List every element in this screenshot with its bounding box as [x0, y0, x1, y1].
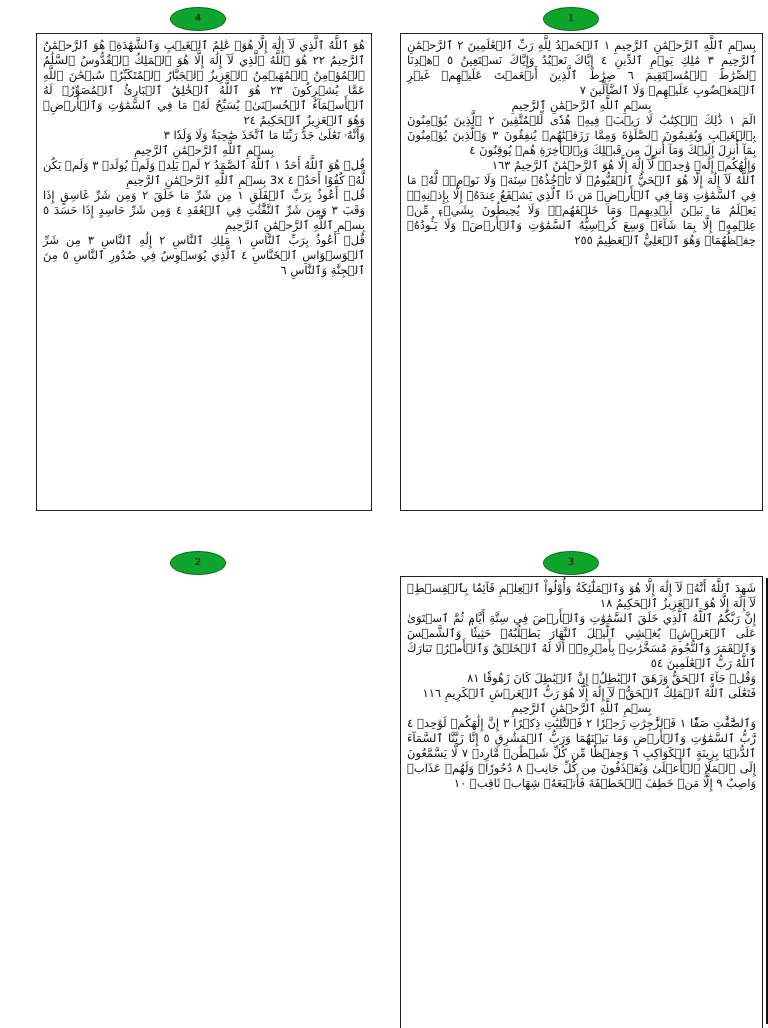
- page-3-text: [401, 577, 762, 795]
- paragraph: قُلۡ أَعُوذُ بِرَبِّ ٱلنَّاسِ ١ مَلِكِ ٱلنَّاسِ ٢ إِلَٰهِ ٱلنَّاسِ ٣ مِن شَرِّ ٱلۡوَسۡوَاسِ ٱلۡخَنَّاسِ ٤ ٱلَّذِي يُوَسۡوِسُ فِي صُدُورِ ٱلنَّاسِ ٥ مِنَ ٱلۡجِنَّةِ وَٱلنَّاسِ ٦: [43, 233, 366, 277]
- paragraph: قُلۡ أَعُوذُ بِرَبِّ ٱلۡفَلَقِ ١ مِن شَرِّ مَا خَلَقَ ٢ وَمِن شَرِّ غَاسِقٍ إِذَا وَقَبَ ٣ وَمِن شَرِّ ٱلنَّفَّٰثَٰتِ فِي ٱلۡعُقَدِ ٤ وَمِن شَرِّ حَاسِدٍ إِذَا حَسَدَ ٥ بِسۡمِ ٱللَّهِ ٱلرَّحۡمَٰنِ ٱلرَّحِيمِ: [43, 188, 366, 232]
- paragraph: بِسۡمِ ٱللَّهِ ٱلرَّحۡمَٰنِ ٱلرَّحِيمِ: [133, 143, 275, 157]
- page-2-badge[interactable]: 2: [170, 551, 226, 575]
- paragraph: فَتَعَٰلَى ٱللَّهُ ٱلۡمَلِكُ ٱلۡحَقُّۖ لَآ إِلَٰهَ إِلَّا هُوَ رَبُّ ٱلۡعَرۡشِ ٱلۡكَرِيمِ ١١٦: [422, 686, 756, 700]
- page-3: [400, 576, 763, 1028]
- paragraph: بِسۡمِ ٱللَّهِ ٱلرَّحۡمَٰنِ ٱلرَّحِيمِ: [511, 98, 652, 112]
- paragraph: وَقُلۡ جَآءَ ٱلۡحَقُّ وَزَهَقَ ٱلۡبَٰطِلُۚ إِنَّ ٱلۡبَٰطِلَ كَانَ زَهُوقٗا ٨١: [467, 671, 756, 685]
- paragraph: بِسۡمِ ٱللَّهِ ٱلرَّحۡمَٰنِ ٱلرَّحِيمِ ١ ٱلۡحَمۡدُ لِلَّهِ رَبِّ ٱلۡعَٰلَمِينَ ٢ ٱلرَّحۡمَٰنِ ٱلرَّحِيمِ ٣ مَٰلِكِ يَوۡمِ ٱلدِّينِ ٤ إِيَّاكَ نَعۡبُدُ وَإِيَّاكَ نَسۡتَعِينُ ٥ ٱهۡدِنَا ٱلصِّرَٰطَ ٱلۡمُسۡتَقِيمَ ٦ صِرَٰطَ ٱلَّذِينَ أَنۡعَمۡتَ عَلَيۡهِمۡ غَيۡرِ ٱلۡمَغۡضُوبِ عَلَيۡهِمۡ وَلَا ٱلضَّآلِّينَ ٧: [407, 38, 756, 97]
- page-3-badge[interactable]: 3: [543, 551, 599, 575]
- page-1: [400, 33, 763, 511]
- paragraph: وَٱلصَّٰٓفَّٰتِ صَفّٗا ١ فَٱلزَّٰجِرَٰتِ زَجۡرٗا ٢ فَٱلتَّٰلِيَٰتِ ذِكۡرًا ٣ إِنَّ إِلَٰهَكُمۡ لَوَٰحِدٞ ٤ رَّبُّ ٱلسَّمَٰوَٰتِ وَٱلۡأَرۡضِ وَمَا بَيۡنَهُمَا وَرَبُّ ٱلۡمَشَٰرِقِ ٥ إِنَّا زَيَّنَّا ٱلسَّمَآءَ ٱلدُّنۡيَا بِزِينَةٍ ٱلۡكَوَاكِبِ ٦ وَحِفۡظٗا مِّن كُلِّ شَيۡطَٰنٖ مَّارِدٖ ٧ لَّا يَسَّمَّعُونَ إِلَى ٱلۡمَلَإِ ٱلۡأَعۡلَىٰ وَيُقۡذَفُونَ مِن كُلِّ جَانِبٖ ٨ دُحُورٗاۖ وَلَهُمۡ عَذَابٞ وَاصِبٌ ٩ إِلَّا مَنۡ خَطِفَ ٱلۡخَطۡفَةَ فَأَتۡبَعَهُۥ شِهَابٞ ثَاقِبٞ ١٠: [407, 716, 757, 790]
- paragraph: وَأَنَّهُۥ تَعَٰلَىٰ جَدُّ رَبِّنَا مَا ٱتَّخَذَ صَٰحِبَةٗ وَلَا وَلَدٗا ٣: [163, 128, 365, 142]
- paragraph: شَهِدَ ٱللَّهُ أَنَّهُۥ لَآ إِلَٰهَ إِلَّا هُوَ وَٱلۡمَلَٰٓئِكَةُ وَأُوْلُواْ ٱلۡعِلۡمِ قَآئِمَۢا بِٱلۡقِسۡطِۚ لَآ إِلَٰهَ إِلَّا هُوَ ٱلۡعَزِيزُ ٱلۡحَكِيمُ ١٨: [407, 581, 756, 610]
- page-4-text: [37, 34, 371, 282]
- paragraph: وَإِلَٰهُكُمۡ إِلَٰهٞ وَٰحِدٞۖ لَّآ إِلَٰهَ إِلَّا هُوَ ٱلرَّحۡمَٰنُ ٱلرَّحِيمُ ١٦٣: [491, 158, 756, 172]
- paragraph: إِنَّ رَبَّكُمُ ٱللَّهُ ٱلَّذِي خَلَقَ ٱلسَّمَٰوَٰتِ وَٱلۡأَرۡضَ فِي سِتَّةِ أَيَّامٖ ثُمَّ ٱسۡتَوَىٰ عَلَى ٱلۡعَرۡشِۖ يُغۡشِي ٱلَّيۡلَ ٱلنَّهَارَ يَطۡلُبُهُۥ حَثِيثٗا وَٱلشَّمۡسَ وَٱلۡقَمَرَ وَٱلنُّجُومَ مُسَخَّرَٰتِۭ بِأَمۡرِهِۦٓۗ أَلَا لَهُ ٱلۡخَلۡقُ وَٱلۡأَمۡرُۗ تَبَارَكَ ٱللَّهُ رَبُّ ٱلۡعَٰلَمِينَ ٥٤: [407, 611, 756, 670]
- page-1-text: [401, 34, 762, 252]
- paragraph: هُوَ ٱللَّهُ ٱلَّذِي لَآ إِلَٰهَ إِلَّا هُوَۖ عَٰلِمُ ٱلۡغَيۡبِ وَٱلشَّهَٰدَةِۖ هُوَ ٱلرَّحۡمَٰنُ ٱلرَّحِيمُ ٢٢ هُوَ ٱللَّهُ ٱلَّذِي لَآ إِلَٰهَ إِلَّا هُوَ ٱلۡمَلِكُ ٱلۡقُدُّوسُ ٱلسَّلَٰمُ ٱلۡمُؤۡمِنُ ٱلۡمُهَيۡمِنُ ٱلۡعَزِيزُ ٱلۡجَبَّارُ ٱلۡمُتَكَبِّرُۚ سُبۡحَٰنَ ٱللَّهِ عَمَّا يُشۡرِكُونَ ٢٣ هُوَ ٱللَّهُ ٱلۡخَٰلِقُ ٱلۡبَارِئُ ٱلۡمُصَوِّرُۖ لَهُ ٱلۡأَسۡمَآءُ ٱلۡحُسۡنَىٰۚ يُسَبِّحُ لَهُۥ مَا فِي ٱلسَّمَٰوَٰتِ وَٱلۡأَرۡضِۖ وَهُوَ ٱلۡعَزِيزُ ٱلۡحَكِيمُ ٢٤: [43, 38, 365, 127]
- paragraph: الٓمٓ ١ ذَٰلِكَ ٱلۡكِتَٰبُ لَا رَيۡبَۛ فِيهِۛ هُدٗى لِّلۡمُتَّقِينَ ٢ ٱلَّذِينَ يُؤۡمِنُونَ بِٱلۡغَيۡبِ وَيُقِيمُونَ ٱلصَّلَوٰةَ وَمِمَّا رَزَقۡنَٰهُمۡ يُنفِقُونَ ٣ وَٱلَّذِينَ يُؤۡمِنُونَ بِمَآ أُنزِلَ إِلَيۡكَ وَمَآ أُنزِلَ مِن قَبۡلِكَ وَبِٱلۡأٓخِرَةِ هُمۡ يُوقِنُونَ ٤: [407, 113, 756, 157]
- page-4-badge[interactable]: 4: [170, 7, 226, 31]
- paragraph: بِسۡمِ ٱللَّهِ ٱلرَّحۡمَٰنِ ٱلرَّحِيمِ: [511, 701, 652, 715]
- paragraph: ٱللَّهُ لَآ إِلَٰهَ إِلَّا هُوَ ٱلۡحَيُّ ٱلۡقَيُّومُۚ لَا تَأۡخُذُهُۥ سِنَةٞ وَلَا نَوۡمٞۚ لَّهُۥ مَا فِي ٱلسَّمَٰوَٰتِ وَمَا فِي ٱلۡأَرۡضِۗ مَن ذَا ٱلَّذِي يَشۡفَعُ عِندَهُۥٓ إِلَّا بِإِذۡنِهِۦۚ يَعۡلَمُ مَا بَيۡنَ أَيۡدِيهِمۡ وَمَا خَلۡفَهُمۡۖ وَلَا يُحِيطُونَ بِشَيۡءٖ مِّنۡ عِلۡمِهِۦٓ إِلَّا بِمَا شَآءَۚ وَسِعَ كُرۡسِيُّهُ ٱلسَّمَٰوَٰتِ وَٱلۡأَرۡضَۖ وَلَا يَـُٔودُهُۥ حِفۡظُهُمَاۚ وَهُوَ ٱلۡعَلِيُّ ٱلۡعَظِيمُ ٢٥٥: [407, 173, 756, 247]
- page-4: [36, 33, 372, 511]
- page-1-badge[interactable]: 1: [543, 7, 599, 31]
- paragraph: قُلۡ هُوَ ٱللَّهُ أَحَدٌ ١ ٱللَّهُ ٱلصَّمَدُ ٢ لَمۡ يَلِدۡ وَلَمۡ يُولَدۡ ٣ وَلَمۡ يَكُن لَّهُۥ كُفُوًا أَحَدُۢ ٤ 3x بِسۡمِ ٱللَّهِ ٱلرَّحۡمَٰنِ ٱلرَّحِيمِ: [43, 158, 365, 187]
